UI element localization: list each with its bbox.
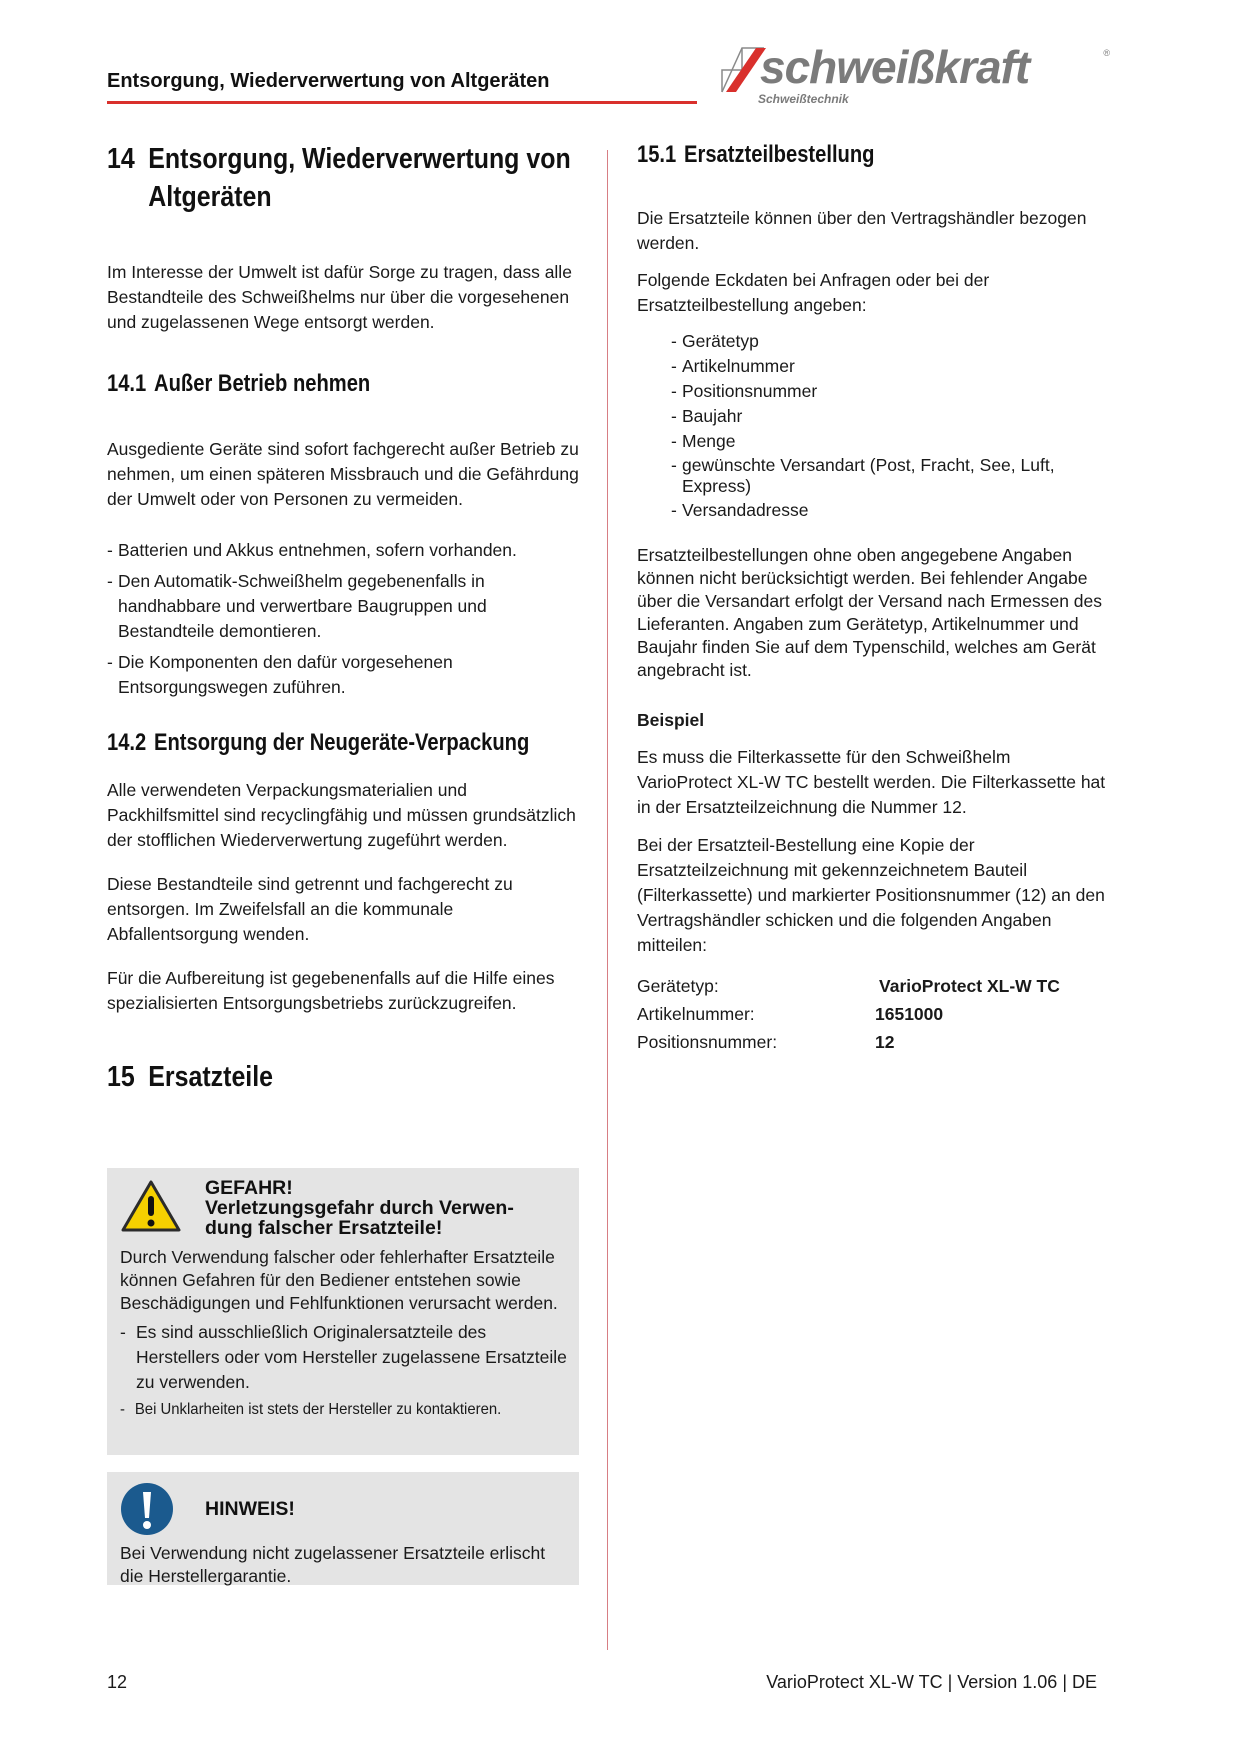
danger-title [205,1178,514,1238]
paragraph: Es muss die Filterkassette für den Schweißhelm VarioProtect XL-W TC bestellt werden. Die Filterkassette hat in der Ersatzteilzeichnung die Nummer 12. [637,747,1106,817]
danger-notice [107,1168,579,1455]
section-14-1-heading [107,369,578,399]
logo-wordmark: schweißkraft [760,41,1030,93]
table-key: Positionsnummer: [637,1032,778,1052]
section-title: Entsorgung der Neugeräte-Verpackung [154,729,530,756]
section-15-1-heading [637,140,1103,170]
warning-triangle-icon [121,1180,181,1232]
document-info: VarioProtect XL-W TC | Version 1.06 | DE [766,1672,1097,1692]
list-item: - Es sind ausschließlich Originalersatzteile des Herstellers oder vom Hersteller zugelassene Ersatzteile zu verwenden. [120,1320,570,1395]
decommission-steps-list [107,538,582,700]
example-order-table [637,972,1107,1056]
brand-logo [720,41,1110,108]
table-value: 1651000 [875,1004,944,1024]
section-title [148,140,570,216]
section-15-heading [107,1058,581,1096]
section-number: 15 [107,1061,135,1093]
section-title: Außer Betrieb nehmen [154,370,371,397]
danger-title-line-1: Verletzungsgefahr durch Verwen- [205,1197,514,1219]
registered-mark: ® [1103,48,1110,58]
order-data-list [637,330,1107,522]
table-key: Artikelnummer: [637,1004,755,1024]
danger-title-line-2: dung falscher Ersatzteile! [205,1217,443,1239]
section-title: Ersatzteilbestellung [684,141,875,168]
list-item: - Bei Unklarheiten ist stets der Hersteller zu kontaktieren. [120,1397,583,1422]
table-value: 12 [875,1032,895,1052]
table-key: Gerätetyp: [637,976,719,996]
list-item: - Positionsnummer [671,380,1107,403]
list-item: - Den Automatik-Schweißhelm gegebenenfalls in handhabbare und verwertbare Baugruppen und Bestandteile demontieren. [107,569,582,644]
list-item: - Gerätetyp [671,330,1107,353]
paragraph: Die Ersatzteile können über den Vertragshändler bezogen werden. [637,208,1087,253]
list-item: - Menge [671,430,1107,453]
table-value: VarioProtect XL-W TC [879,976,1060,996]
section-14-2-heading [107,728,578,758]
danger-body [120,1246,570,1424]
example-heading: Beispiel [637,710,705,730]
list-item: - Versandadresse [671,499,1107,522]
section-title: Ersatzteile [148,1061,274,1093]
section-number: 14.2 [107,729,147,756]
list-item: - Batterien und Akkus entnehmen, sofern vorhanden. [107,538,582,563]
section-14-2-paragraph: Für die Aufbereitung ist gegebenenfalls auf die Hilfe eines spezialisierten Entsorgungsbetriebs zurückzugreifen. [107,968,555,1013]
section-number: 14.1 [107,370,147,397]
header-rule [107,101,697,104]
list-item: - Die Komponenten den dafür vorgesehenen Entsorgungswegen zuführen. [107,650,582,700]
section-number: 15.1 [637,141,677,168]
list-item: - Artikelnummer [671,355,1107,378]
section-14-1-paragraph: Ausgediente Geräte sind sofort fachgerecht außer Betrieb zu nehmen, um einen späteren Missbrauch und die Gefährdung der Umwelt oder von Personen zu vermeiden. [107,439,579,509]
section-title-line-2: Altgeräten [148,181,272,213]
running-header-title: Entsorgung, Wiederverwertung von Altgeräten [107,70,550,92]
paragraph: Folgende Eckdaten bei Anfragen oder bei der Ersatzteilbestellung angeben: [637,270,990,315]
paragraph: Ersatzteilbestellungen ohne oben angegebene Angaben können nicht berücksichtigt werden. Bei fehlender Angabe über die Versandart erfolgt der Versand nach Ermessen des Lieferanten. Angaben zum Gerätetyp, Artikelnummer und Baujahr finden Sie auf dem Typenschild, welches am Gerät angebracht ist. [637,545,1102,680]
danger-instructions-list [120,1320,570,1422]
danger-label: GEFAHR! [205,1177,293,1199]
section-title-line-1: Entsorgung, Wiederverwertung von [148,143,571,175]
section-14-intro: Im Interesse der Umwelt ist dafür Sorge zu tragen, dass alle Bestandteile des Schweißhelms nur über die vorgesehenen und zugelassenen Wege entsorgt werden. [107,262,572,332]
note-title: HINWEIS! [205,1498,295,1520]
section-14-heading [107,140,581,216]
paragraph: Bei der Ersatzteil-Bestellung eine Kopie der Ersatzteilzeichnung mit gekennzeichnetem Bauteil (Filterkassette) und markierter Positionsnummer (12) an den Vertragshändler schicken und die folgenden Angaben mitteilen: [637,835,1105,955]
note-notice [107,1472,579,1585]
info-exclamation-icon [120,1482,174,1536]
left-column [107,140,582,1096]
section-14-2-paragraph: Alle verwendeten Verpackungsmaterialien und Packhilfsmittel sind recyclingfähig und müssen grundsätzlich der stofflichen Wiederverwertung zugeführt werden. [107,780,576,850]
page-number: 12 [107,1672,128,1692]
logo-subtitle: Schweißtechnik [758,92,849,106]
list-item: - Baujahr [671,405,1107,428]
note-text: Bei Verwendung nicht zugelassener Ersatzteile erlischt die Herstellergarantie. [120,1543,546,1586]
column-divider [607,150,608,1650]
section-14-2-paragraph: Diese Bestandteile sind getrennt und fachgerecht zu entsorgen. Im Zweifelsfall an die kommunale Abfallentsorgung wenden. [107,874,513,944]
right-column [637,140,1107,1056]
list-item: - gewünschte Versandart (Post, Fracht, See, Luft, Express) [671,455,1107,497]
section-number: 14 [107,143,135,175]
danger-text: Durch Verwendung falscher oder fehlerhafter Ersatzteile können Gefahren für den Bediener entstehen sowie Beschädigungen und Fehlfunktionen verursacht werden. [120,1247,558,1313]
